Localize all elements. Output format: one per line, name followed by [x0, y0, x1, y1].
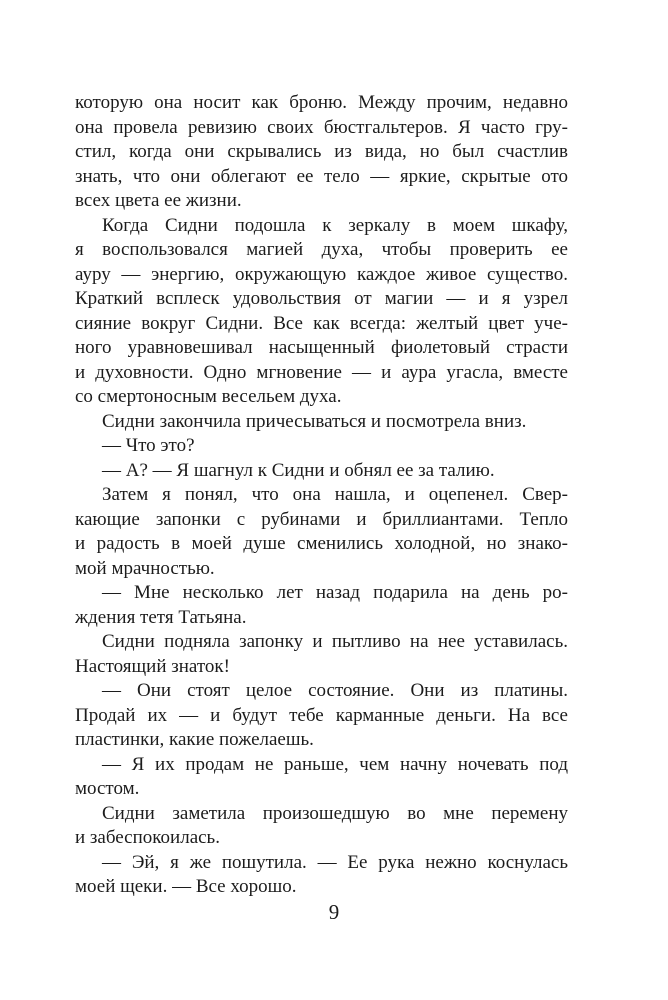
text-line: моей щеки. — Все хорошо.: [75, 876, 297, 897]
text-line: стил, когда они скрывались из вида, но был счастлив: [75, 141, 568, 162]
paragraph-11: [75, 802, 568, 851]
text-line: и духовности. Одно мгновение — и аура угасла, вместе: [75, 361, 568, 383]
text-line: пластинки, какие пожелаешь.: [75, 729, 314, 750]
paragraph-9: [75, 679, 568, 753]
text-line: Затем я понял, что она нашла, и оцепенел. Свер-: [102, 484, 568, 505]
text-line: я воспользовался магией духа, чтобы проверить ее: [75, 239, 568, 260]
text-line: и забеспокоилась.: [75, 827, 220, 848]
text-line: — А? — Я шагнул к Сидни и обнял ее за талию.: [102, 459, 495, 481]
text-line: и радость в моей душе сменились холодной, но знако-: [75, 533, 568, 554]
paragraph-8: [75, 630, 568, 679]
text-line: Сидни закончила причесываться и посмотрела вниз.: [102, 410, 527, 432]
text-line: сияние вокруг Сидни. Все как всегда: желтый цвет уче-: [75, 312, 568, 334]
text-line: Продай их — и будут тебе карманные деньги. На все: [75, 704, 568, 726]
text-line: Когда Сидни подошла к зеркалу в моем шкафу,: [102, 214, 568, 236]
text-line: она провела ревизию своих бюстгальтеров. Я часто гру-: [75, 116, 568, 138]
text-line: — Эй, я же пошутила. — Ее рука нежно коснулась: [102, 851, 568, 873]
text-line: Краткий всплеск удовольствия от магии — и я узрел: [75, 288, 568, 309]
text-line: — Мне несколько лет назад подарила на день ро-: [102, 582, 568, 603]
text-line: — Что это?: [102, 435, 195, 456]
text-line: — Я их продам не раньше, чем начну ночевать под: [102, 753, 568, 775]
text-line: знать, что они облегают ее тело — яркие, скрытые ото: [75, 165, 568, 187]
text-line: Сидни заметила произошедшую во мне перемену: [102, 802, 568, 824]
page-body: [75, 91, 568, 900]
text-line: ждения тетя Татьяна.: [75, 606, 247, 628]
text-line: — Они стоят целое состояние. Они из платины.: [102, 680, 568, 701]
paragraph-4: [75, 434, 568, 459]
text-line: ного уравновешивал насыщенный фиолетовый страсти: [75, 337, 568, 358]
paragraph-1: [75, 91, 568, 214]
text-line: кающие запонки с рубинами и бриллиантами. Тепло: [75, 508, 568, 530]
paragraph-12: [75, 851, 568, 900]
text-line: ауру — энергию, окружающую каждое живое существо.: [75, 263, 568, 285]
text-line: со смертоносным весельем духа.: [75, 386, 342, 407]
text-line: мостом.: [75, 778, 140, 799]
text-line: всех цвета ее жизни.: [75, 190, 242, 211]
paragraph-5: [75, 459, 568, 484]
paragraph-3: [75, 410, 568, 435]
paragraph-10: [75, 753, 568, 802]
text-line: которую она носит как броню. Между прочим, недавно: [75, 92, 568, 113]
paragraph-7: [75, 581, 568, 630]
text-line: Сидни подняла запонку и пытливо на нее уставилась.: [102, 631, 568, 652]
paragraph-6: [75, 483, 568, 581]
paragraph-2: [75, 214, 568, 410]
page-number: 9: [328, 900, 340, 924]
text-line: Настоящий знаток!: [75, 655, 230, 677]
text-line: мой мрачностью.: [75, 557, 215, 579]
